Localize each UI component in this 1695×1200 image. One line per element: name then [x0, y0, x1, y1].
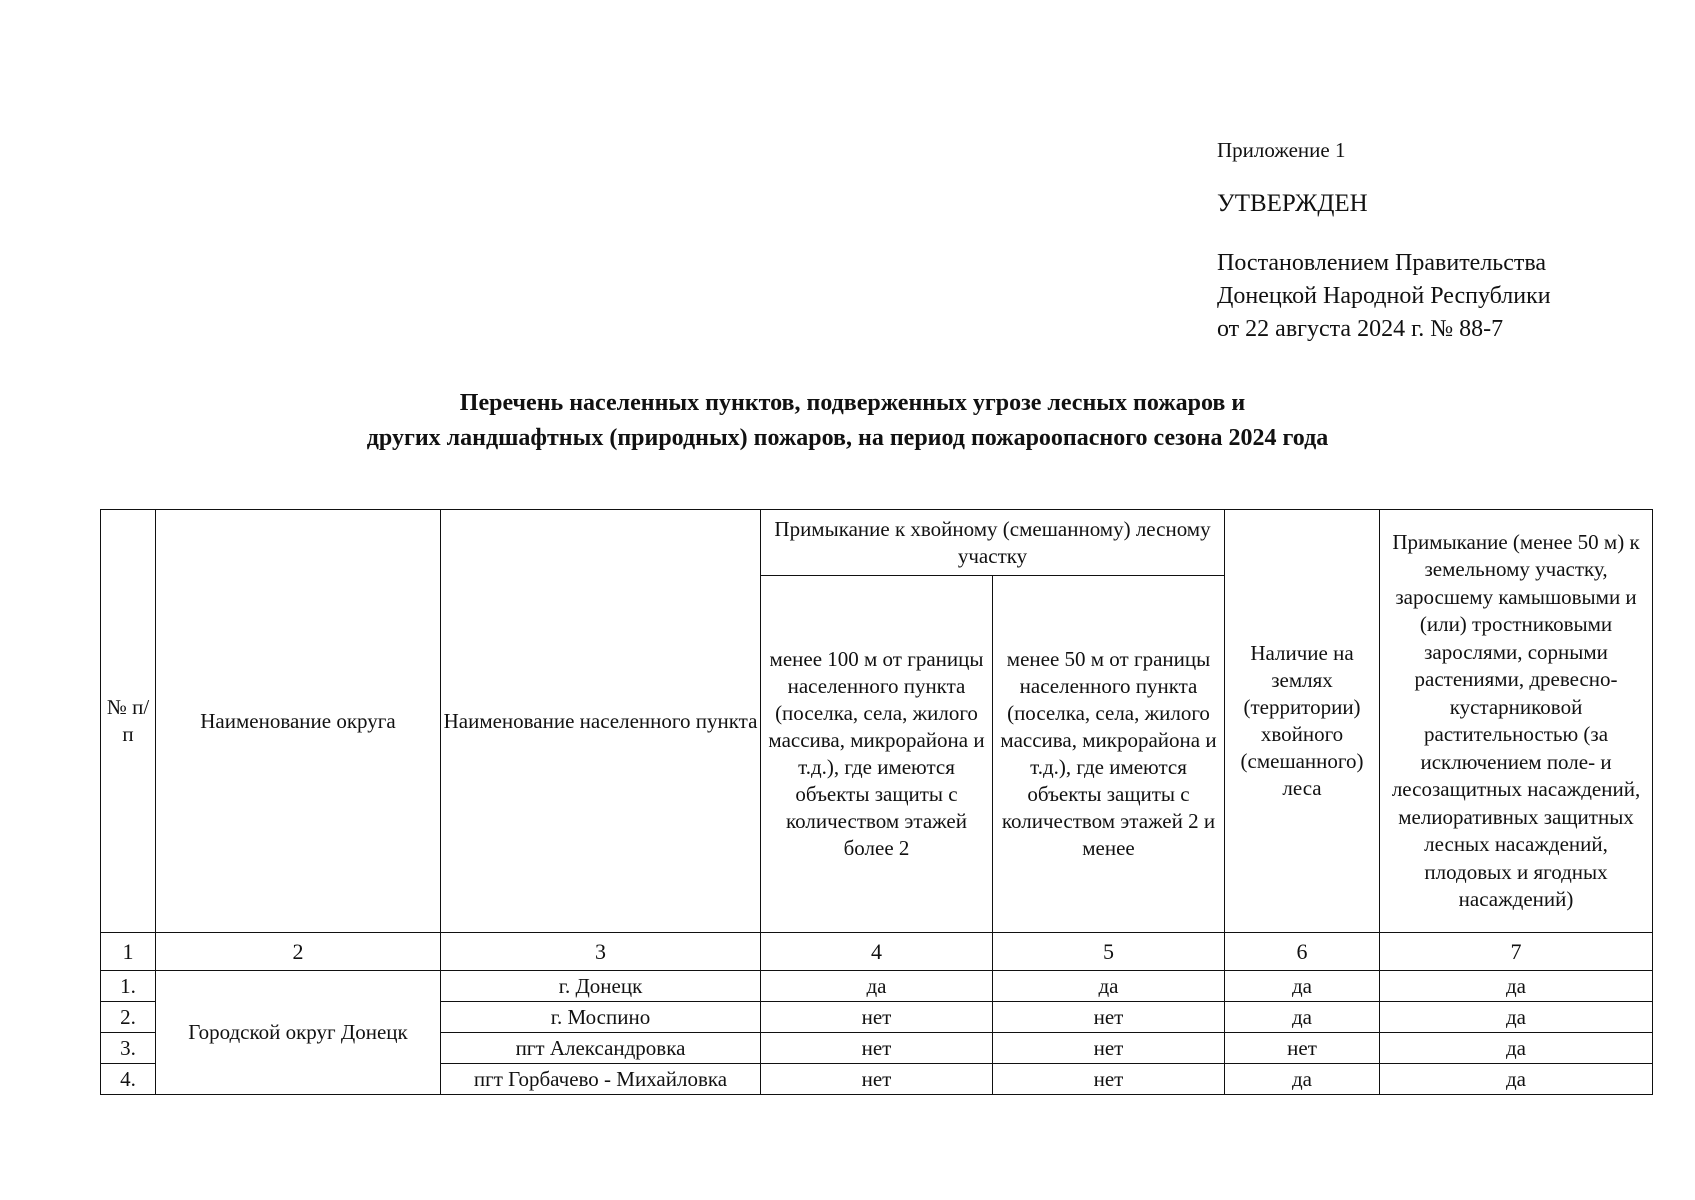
cell-forest-presence: да [1225, 971, 1380, 1002]
header-adjacency-100m: менее 100 м от границы населенного пункта (поселка, села, жилого массива, микрорайона и т.д.), где имеются объекты защиты с количеством этажей более 2 [761, 576, 993, 933]
cell-adjacency-50m: нет [993, 1064, 1225, 1095]
decree-reference [1217, 247, 1657, 346]
row-number: 3. [101, 1033, 156, 1064]
column-number: 7 [1380, 933, 1653, 971]
settlement-name: пгт Александровка [441, 1033, 761, 1064]
column-number: 3 [441, 933, 761, 971]
column-number: 5 [993, 933, 1225, 971]
column-numbers-row [101, 933, 1653, 971]
settlement-name: г. Донецк [441, 971, 761, 1002]
cell-adjacency-50m: нет [993, 1002, 1225, 1033]
header-adjacency-group: Примыкание к хвойному (смешанному) лесному участку [761, 510, 1225, 576]
decree-line: Постановлением Правительства [1217, 250, 1547, 276]
settlement-name: г. Моспино [441, 1002, 761, 1033]
title-line: Перечень населенных пунктов, подверженных угрозе лесных пожаров и [459, 390, 1246, 416]
settlement-name: пгт Горбачево - Михайловка [441, 1064, 761, 1095]
cell-reed-adjacency: да [1380, 1064, 1653, 1095]
column-number: 1 [101, 933, 156, 971]
document-title [0, 386, 1695, 456]
settlements-table [100, 509, 1653, 1095]
cell-reed-adjacency: да [1380, 971, 1653, 1002]
district-name: Городской округ Донецк [156, 971, 441, 1095]
column-number: 4 [761, 933, 993, 971]
column-number: 2 [156, 933, 441, 971]
cell-forest-presence: нет [1225, 1033, 1380, 1064]
header-reed-adjacency: Примыкание (менее 50 м) к земельному участку, заросшему камышовыми и (или) тростниковыми зарослями, сорными растениями, древесно-кустарниковой растительностью (за исключением поле- и лесозащитных насаждений, мелиоративных защитных лесных насаждений, плодовых и ягодных насаждений) [1380, 510, 1653, 933]
approved-label: УТВЕРЖДЕН [1217, 190, 1368, 217]
title-line: других ландшафтных (природных) пожаров, на период пожароопасного сезона 2024 года [366, 425, 1329, 451]
row-number: 4. [101, 1064, 156, 1095]
cell-adjacency-100m: нет [761, 1033, 993, 1064]
header-district: Наименование округа [156, 510, 441, 933]
header-num: № п/п [101, 510, 156, 933]
decree-line: Донецкой Народной Республики [1217, 283, 1551, 309]
header-adjacency-50m: менее 50 м от границы населенного пункта (поселка, села, жилого массива, микрорайона и т.д.), где имеются объекты защиты с количеством этажей 2 и менее [993, 576, 1225, 933]
header-forest-presence: Наличие на землях (территории) хвойного (смешанного) леса [1225, 510, 1380, 933]
cell-adjacency-100m: нет [761, 1002, 993, 1033]
cell-reed-adjacency: да [1380, 1002, 1653, 1033]
cell-forest-presence: да [1225, 1002, 1380, 1033]
column-number: 6 [1225, 933, 1380, 971]
header-row [101, 510, 1653, 576]
cell-forest-presence: да [1225, 1064, 1380, 1095]
header-settlement: Наименование населенного пункта [441, 510, 761, 933]
cell-adjacency-100m: да [761, 971, 993, 1002]
decree-line: от 22 августа 2024 г. № 88-7 [1217, 316, 1504, 342]
approval-block [1217, 135, 1657, 346]
cell-adjacency-50m: да [993, 971, 1225, 1002]
row-number: 1. [101, 971, 156, 1002]
row-number: 2. [101, 1002, 156, 1033]
annex-label: Приложение 1 [1217, 138, 1346, 162]
table-row [101, 971, 1653, 1002]
cell-adjacency-100m: нет [761, 1064, 993, 1095]
cell-reed-adjacency: да [1380, 1033, 1653, 1064]
cell-adjacency-50m: нет [993, 1033, 1225, 1064]
